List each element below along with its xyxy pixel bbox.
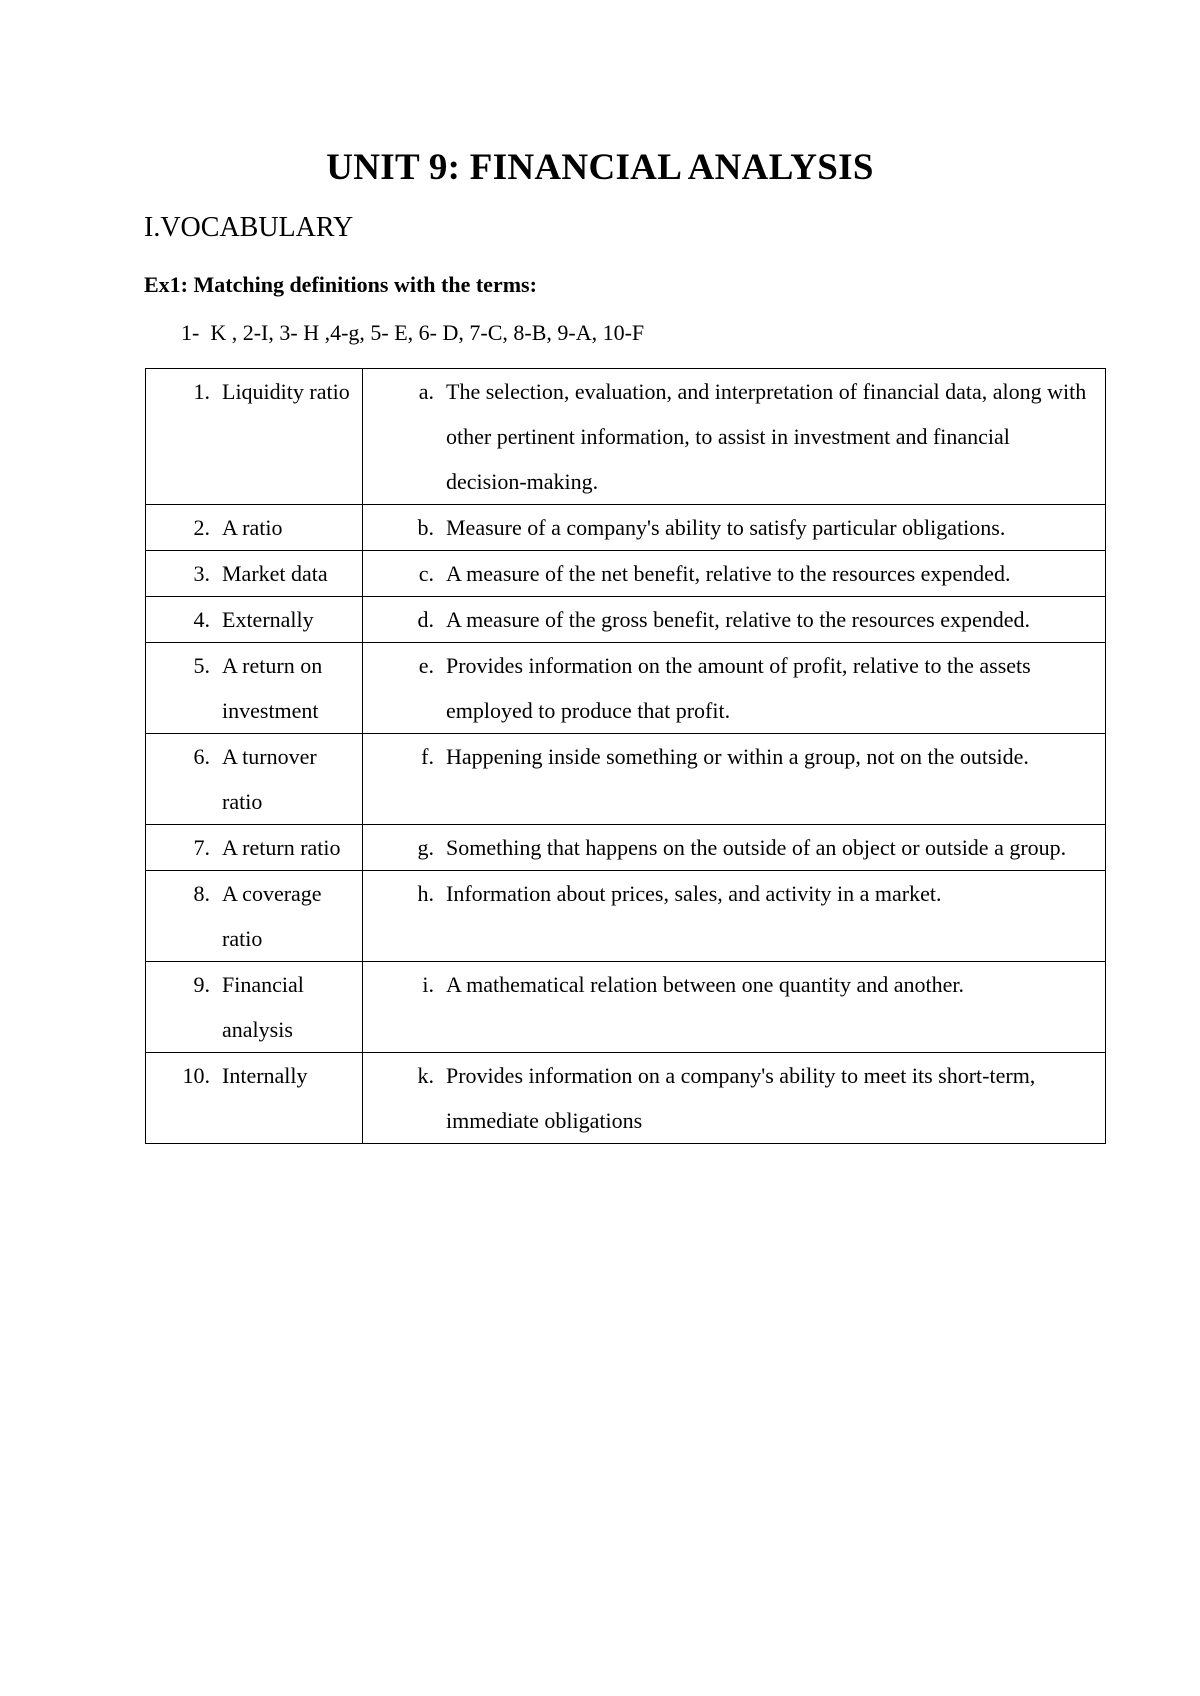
table-row (146, 1053, 1106, 1144)
term-cell (146, 643, 363, 734)
definition-letter: f. (421, 744, 434, 769)
definition-cell (363, 1053, 1106, 1144)
section-heading: I.VOCABULARY (144, 212, 354, 243)
term-text: Market data (222, 561, 328, 586)
definition-text: A mathematical relation between one quantity and another. (446, 972, 965, 997)
definition-letter: a. (418, 379, 434, 404)
definition-cell (363, 643, 1106, 734)
definition-cell (363, 369, 1106, 505)
term-number: 5. (193, 653, 210, 678)
definition-letter: e. (418, 653, 434, 678)
table-row (146, 962, 1106, 1053)
table-row (146, 643, 1106, 734)
term-cell (146, 597, 363, 643)
page-title: UNIT 9: FINANCIAL ANALYSIS (326, 147, 874, 188)
term-text: A coverage ratio (222, 881, 322, 951)
definition-letter: g. (417, 835, 434, 860)
definition-letter: c. (418, 561, 434, 586)
term-cell (146, 734, 363, 825)
definition-text: Happening inside something or within a group, not on the outside. (446, 744, 1029, 769)
definition-text: A measure of the net benefit, relative to the resources expended. (446, 561, 1011, 586)
definition-text: Provides information on the amount of profit, relative to the assets employed to produce that profit. (446, 653, 1031, 723)
term-number: 10. (182, 1063, 210, 1088)
table-row (146, 825, 1106, 871)
table-row (146, 505, 1106, 551)
term-number: 6. (193, 744, 210, 769)
definition-letter: h. (417, 881, 434, 906)
term-cell (146, 871, 363, 962)
term-number: 1. (193, 379, 210, 404)
definition-letter: b. (417, 515, 434, 540)
term-text: Externally (222, 607, 314, 632)
term-text: A return on investment (222, 653, 323, 723)
definition-cell (363, 825, 1106, 871)
table-row (146, 871, 1106, 962)
definition-cell (363, 551, 1106, 597)
term-number: 8. (193, 881, 210, 906)
term-cell (146, 1053, 363, 1144)
table-row (146, 734, 1106, 825)
term-text: Internally (222, 1063, 308, 1088)
term-number: 4. (193, 607, 210, 632)
term-number: 2. (193, 515, 210, 540)
matching-table (145, 368, 1106, 1144)
term-text: A turnover ratio (222, 744, 317, 814)
term-number: 9. (193, 972, 210, 997)
definition-text: The selection, evaluation, and interpretation of financial data, along with other pertinent information, to assist in investment and financial decision-making. (446, 379, 1087, 494)
definition-text: Something that happens on the outside of an object or outside a group. (446, 835, 1067, 860)
table-row (146, 597, 1106, 643)
definition-cell (363, 962, 1106, 1053)
definition-cell (363, 597, 1106, 643)
term-number: 3. (193, 561, 210, 586)
definition-letter: i. (422, 972, 434, 997)
term-cell (146, 369, 363, 505)
table-row (146, 551, 1106, 597)
table-row (146, 369, 1106, 505)
term-cell (146, 551, 363, 597)
definition-text: Measure of a company's ability to satisfy particular obligations. (446, 515, 1006, 540)
term-cell (146, 962, 363, 1053)
definition-cell (363, 734, 1106, 825)
definition-cell (363, 505, 1106, 551)
definition-text: A measure of the gross benefit, relative to the resources expended. (446, 607, 1031, 632)
definition-text: Provides information on a company's ability to meet its short-term, immediate obligations (446, 1063, 1036, 1133)
term-cell (146, 505, 363, 551)
term-cell (146, 825, 363, 871)
term-text: Financial analysis (222, 972, 304, 1042)
term-text: A ratio (222, 515, 283, 540)
term-text: A return ratio (222, 835, 341, 860)
exercise-heading: Ex1: Matching definitions with the terms: (144, 272, 537, 297)
definition-cell (363, 871, 1106, 962)
term-text: Liquidity ratio (222, 379, 350, 404)
answer-key: 1- K , 2-I, 3- H ,4-g, 5- E, 6- D, 7-C, 8-B, 9-A, 10-F (181, 320, 645, 345)
definition-text: Information about prices, sales, and activity in a market. (446, 881, 942, 906)
term-number: 7. (193, 835, 210, 860)
definition-letter: k. (417, 1063, 434, 1088)
definition-letter: d. (417, 607, 434, 632)
